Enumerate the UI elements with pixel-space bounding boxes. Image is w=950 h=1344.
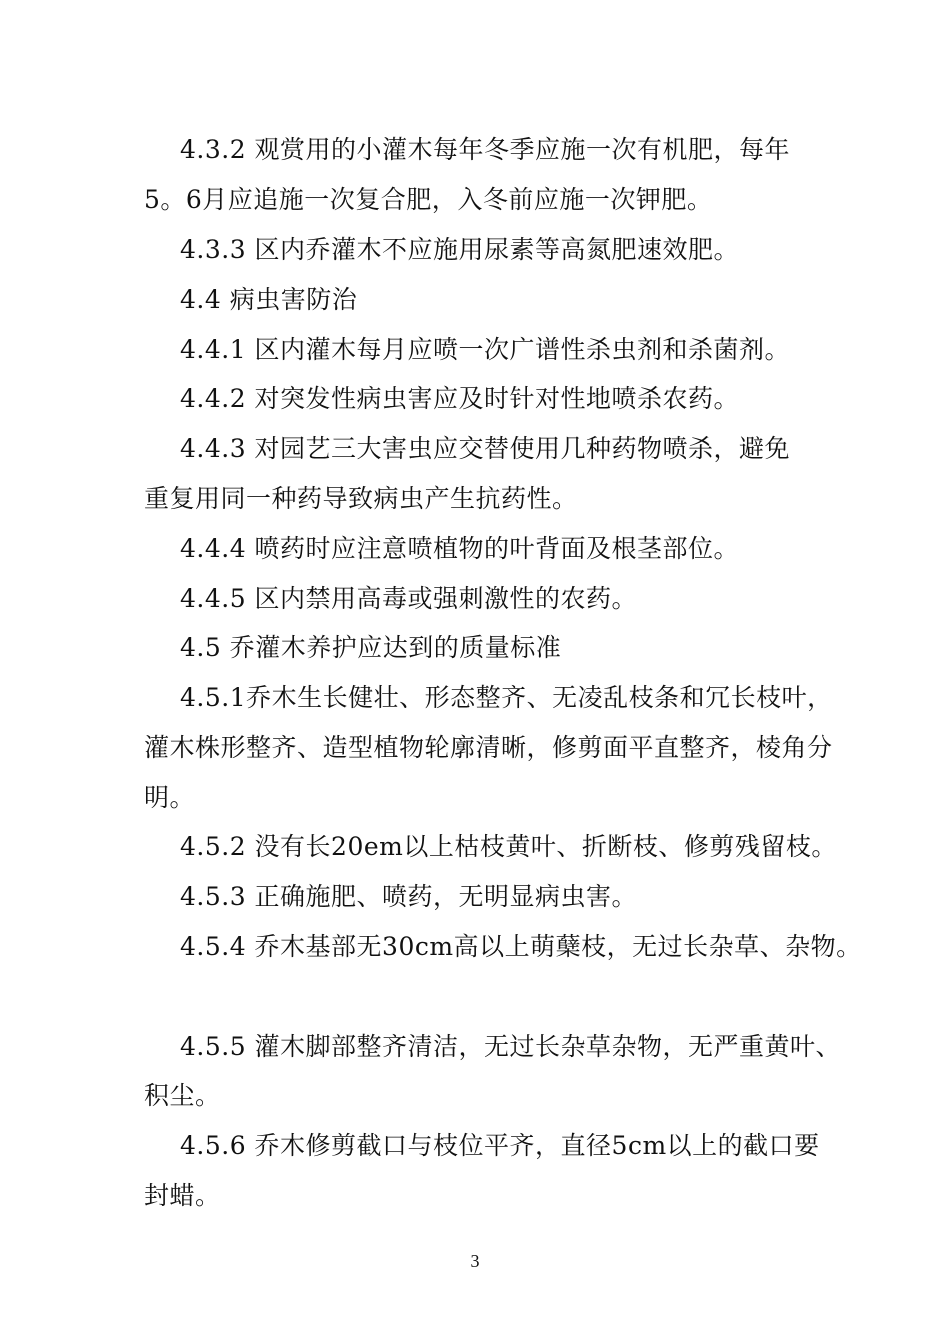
section-heading: 4.5 乔灌木养护应达到的质量标准 — [180, 633, 562, 662]
text-line: 4.5.2 没有长20em以上枯枝黄叶、折断枝、修剪残留枝。 — [180, 832, 837, 861]
text-line: 4.4.4 喷药时应注意喷植物的叶背面及根茎部位。 — [180, 534, 740, 563]
text-line: 4.3.2 观赏用的小灌木每年冬季应施一次有机肥，每年 — [180, 135, 791, 164]
section-heading: 4.4 病虫害防治 — [180, 285, 358, 314]
text-line: 4.5.3 正确施肥、喷药，无明显病虫害。 — [180, 882, 638, 911]
text-line: 4.4.3 对园艺三大害虫应交替使用几种药物喷杀，避免 — [180, 434, 791, 463]
text-line: 5。6月应追施一次复合肥，入冬前应施一次钾肥。 — [144, 185, 713, 214]
text-line: 4.4.1 区内灌木每月应喷一次广谱性杀虫剂和杀菌剂。 — [180, 335, 791, 364]
text-line: 明。 — [144, 783, 196, 812]
text-line: 4.3.3 区内乔灌木不应施用尿素等高氮肥速效肥。 — [180, 235, 740, 264]
text-line: 4.4.5 区内禁用高毒或强刺激性的农药。 — [180, 584, 638, 613]
text-line: 积尘。 — [144, 1081, 221, 1110]
text-line: 4.5.4 乔木基部无30cm高以上萌蘖枝，无过长杂草、杂物。 — [180, 932, 862, 961]
text-line: 重复用同一种药导致病虫产生抗药性。 — [144, 484, 578, 513]
text-line: 4.5.1乔木生长健壮、形态整齐、无凌乱枝条和冗长枝叶， — [180, 683, 833, 712]
text-line: 4.5.6 乔木修剪截口与枝位平齐，直径5cm以上的截口要 — [180, 1131, 820, 1160]
text-line: 4.4.2 对突发性病虫害应及时针对性地喷杀农药。 — [180, 384, 740, 413]
page-number: 3 — [470, 1251, 480, 1271]
text-line: 4.5.5 灌木脚部整齐清洁，无过长杂草杂物，无严重黄叶、 — [180, 1032, 842, 1061]
text-line: 封蜡。 — [144, 1181, 221, 1210]
text-line: 灌木株形整齐、造型植物轮廓清晰，修剪面平直整齐，棱角分 — [144, 733, 833, 762]
